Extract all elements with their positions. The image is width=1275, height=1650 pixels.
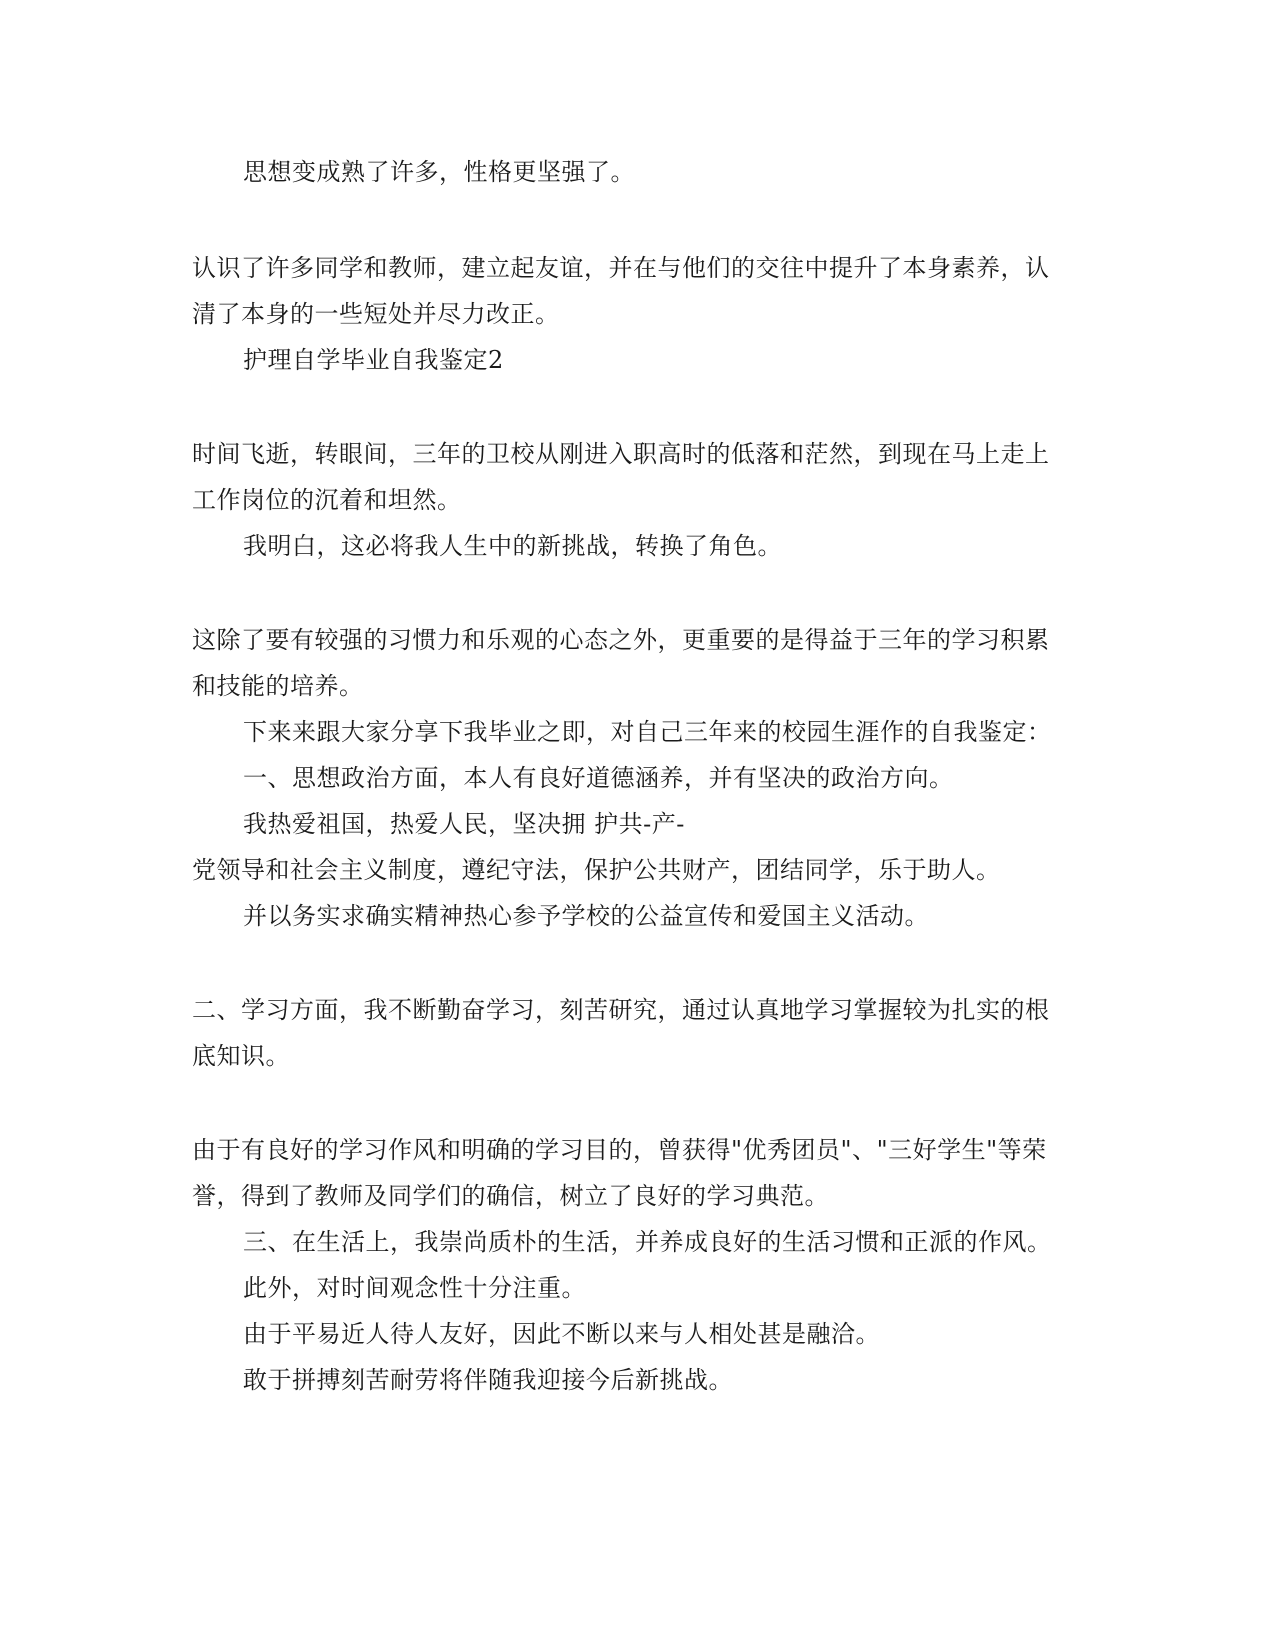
paragraph-line: 我明白，这必将我人生中的新挑战，转换了角色。 [243,532,782,560]
paragraph-line: 一、思想政治方面，本人有良好道德涵养，并有坚决的政治方向。 [243,764,954,792]
paragraph-line: 敢于拼搏刻苦耐劳将伴随我迎接今后新挑战。 [243,1366,733,1394]
paragraph-line: 底知识。 [192,1042,290,1070]
paragraph-line: 由于有良好的学习作风和明确的学习目的，曾获得"优秀团员"、"三好学生"等荣 [192,1136,1047,1164]
paragraph-line: 并以务实求确实精神热心参予学校的公益宣传和爱国主义活动。 [243,902,929,930]
paragraph-line: 下来来跟大家分享下我毕业之即，对自己三年来的校园生涯作的自我鉴定： [243,718,1052,746]
paragraph-line: 三、在生活上，我崇尚质朴的生活，并养成良好的生活习惯和正派的作风。 [243,1228,1052,1256]
paragraph-line: 党领导和社会主义制度，遵纪守法，保护公共财产，团结同学，乐于助人。 [192,856,1001,884]
paragraph-line: 清了本身的一些短处并尽力改正。 [192,300,560,328]
paragraph-line: 这除了要有较强的习惯力和乐观的心态之外，更重要的是得益于三年的学习积累 [192,626,1050,654]
paragraph-line: 认识了许多同学和教师，建立起友谊，并在与他们的交往中提升了本身素养，认 [192,254,1050,282]
section-heading: 护理自学毕业自我鉴定2 [243,346,504,374]
paragraph-line: 我热爱祖国，热爱人民，坚决拥 护共-产- [243,810,685,838]
paragraph-line: 誉，得到了教师及同学们的确信，树立了良好的学习典范。 [192,1182,829,1210]
paragraph-line: 时间飞逝，转眼间，三年的卫校从刚进入职高时的低落和茫然，到现在马上走上 [192,440,1050,468]
paragraph-line: 由于平易近人待人友好，因此不断以来与人相处甚是融洽。 [243,1320,880,1348]
paragraph-line: 思想变成熟了许多，性格更坚强了。 [243,158,635,186]
paragraph-line: 二、学习方面，我不断勤奋学习，刻苦研究，通过认真地学习掌握较为扎实的根 [192,996,1050,1024]
paragraph-line: 和技能的培养。 [192,672,364,700]
paragraph-line: 工作岗位的沉着和坦然。 [192,486,462,514]
paragraph-line: 此外，对时间观念性十分注重。 [243,1274,586,1302]
